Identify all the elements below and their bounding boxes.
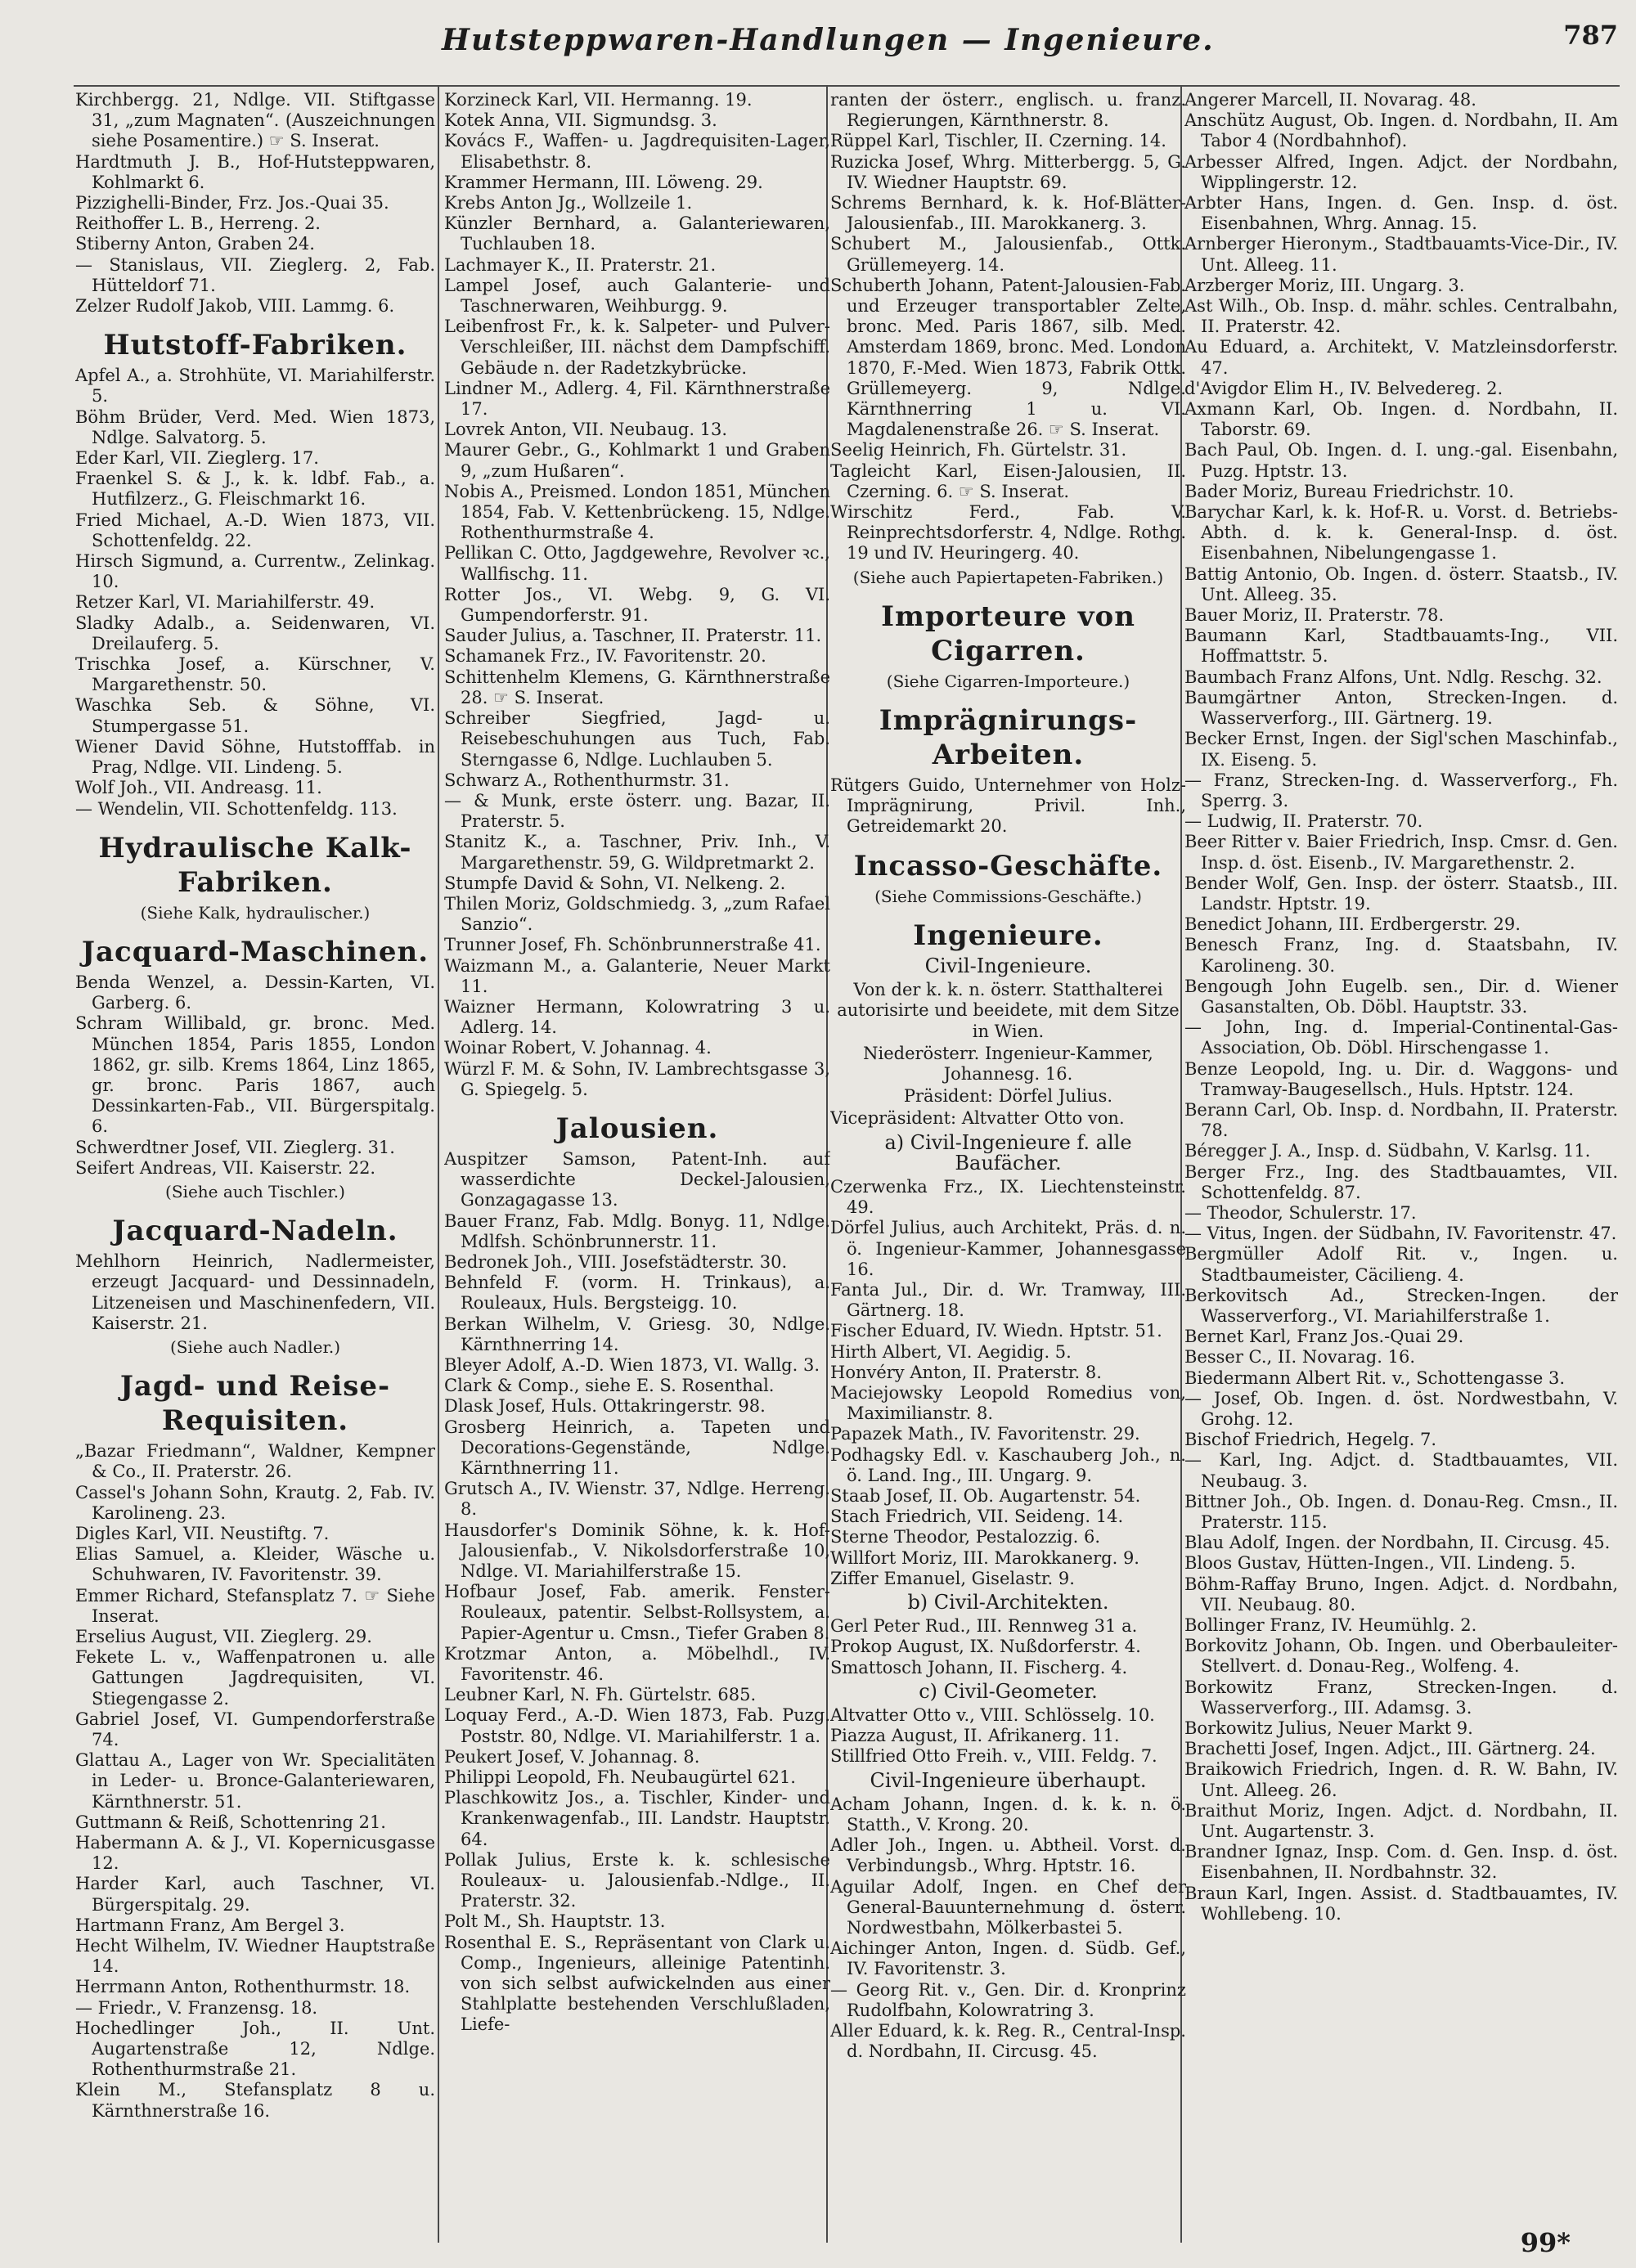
directory-entry: — Vitus, Ingen. der Südbahn, IV. Favoritenstr. 47. [1184, 1224, 1617, 1244]
column-1 [75, 90, 435, 2241]
column-3 [830, 90, 1186, 2241]
directory-entry: Bittner Joh., Ob. Ingen. d. Donau-Reg. Cmsn., II. Praterstr. 115. [1184, 1491, 1618, 1533]
directory-entry: Waschka Seb. & Söhne, VI. Stumpergasse 51. [75, 695, 435, 736]
directory-entry: Hartmann Franz, Am Bergel 3. [75, 1915, 345, 1935]
directory-entry: Guttmann & Reiß, Schottenring 21. [75, 1812, 386, 1832]
directory-entry: Seelig Heinrich, Fh. Gürtelstr. 31. [830, 440, 1127, 460]
directory-entry: Bleyer Adolf, A.-D. Wien 1873, VI. Wallg. 3. [444, 1354, 820, 1375]
directory-entry: Brandner Ignaz, Insp. Com. d. Gen. Insp. d. öst. Eisenbahnen, II. Nordbahnstr. 32. [1184, 1842, 1618, 1883]
directory-entry: Anschütz August, Ob. Ingen. d. Nordbahn, II. Am Tabor 4 (Nordbahnhof). [1184, 110, 1618, 151]
directory-entry: Hecht Wilhelm, IV. Wiedner Hauptstraße 14. [75, 1936, 435, 1977]
directory-entry: Lovrek Anton, VII. Neubaug. 13. [444, 420, 728, 440]
directory-entry: Barychar Karl, k. k. Hof-R. u. Vorst. d. Betriebs-Abth. d. k. k. General-Insp. d. öst. Eisenbahnen, Nibelungengasse 1. [1184, 502, 1618, 564]
directory-entry: Bergmüller Adolf Rit. v., Ingen. u. Stadtbaumeister, Cäcilieng. 4. [1184, 1244, 1618, 1285]
section-subheading: a) Civil-Ingenieure f. alle Baufächer. [884, 1130, 1132, 1174]
directory-entry: Béregger J. A., Insp. d. Südbahn, V. Karlsg. 11. [1184, 1141, 1591, 1161]
directory-entry: Bender Wolf, Gen. Insp. der österr. Staatsb., III. Landstr. Hptstr. 19. [1184, 873, 1618, 914]
section-heading: Hutstoff-Fabriken. [103, 329, 407, 362]
directory-entry: Aguilar Adolf, Ingen. en Chef der General-Bauunternehmung d. österr. Nordwestbahn, Mölkerbastei 5. [830, 1876, 1186, 1938]
directory-entry: Glattau A., Lager von Wr. Specialitäten in Leder- u. Bronce-Galanteriewaren, Kärnthnerstr. 51. [75, 1750, 435, 1812]
directory-entry: Herrmann Anton, Rothenthurmstr. 18. [75, 1977, 411, 1997]
directory-entry: Bernet Karl, Franz Jos.-Quai 29. [1184, 1327, 1464, 1347]
directory-entry: Rütgers Guido, Unternehmer von Holz-Imprägnirung, Privil. Inh., Getreidemarkt 20. [830, 775, 1186, 837]
directory-entry: Papazek Math., IV. Favoritenstr. 29. [830, 1424, 1140, 1444]
directory-entry: Polt M., Sh. Hauptstr. 13. [444, 1911, 666, 1932]
directory-entry: Schrems Bernhard, k. k. Hof-Blätter-Jalousienfab., III. Marokkanerg. 3. [830, 193, 1186, 234]
page-number: 787 [1563, 20, 1618, 51]
directory-entry: Thilen Moriz, Goldschmiedg. 3, „zum Rafael Sanzio“. [444, 893, 830, 935]
directory-entry: Rosenthal E. S., Repräsentant von Clark u. Comp., Ingenieurs, alleinige Patentinh. von sich selbst aufwickelnden aus einer Stahlplatte bestehenden Verschlußladen, Liefe- [444, 1932, 830, 2035]
running-title: Hutsteppwaren-Handlungen — Ingenieure. [442, 23, 1215, 57]
directory-entry: Mehlhorn Heinrich, Nadlermeister, erzeugt Jacquard- und Dessinnadeln, Litzeneisen und Maschinenfedern, VII. Kaiserstr. 21. [75, 1251, 435, 1333]
directory-entry: Sladky Adalb., a. Seidenwaren, VI. Dreilauferg. 5. [75, 613, 435, 653]
directory-entry: Zelzer Rudolf Jakob, VIII. Lammg. 6. [75, 296, 395, 317]
directory-entry: Borkovitz Johann, Ob. Ingen. und Oberbauleiter-Stellvert. d. Donau-Reg., Wolfeng. 4. [1184, 1636, 1618, 1677]
directory-entry: Baumbach Franz Alfons, Unt. Ndlg. Reschg. 32. [1184, 667, 1602, 687]
directory-entry: Lachmayer K., II. Praterstr. 21. [444, 254, 717, 275]
directory-entry: Pizzighelli-Binder, Frz. Jos.-Quai 35. [75, 193, 389, 213]
directory-entry: Ziffer Emanuel, Giselastr. 9. [830, 1568, 1075, 1588]
directory-entry: Krammer Hermann, III. Löweng. 29. [444, 172, 763, 192]
directory-entry: Benze Leopold, Ing. u. Dir. d. Waggons- und Tramway-Baugesellsch., Huls. Hptstr. 124. [1184, 1058, 1618, 1099]
directory-entry: Wolf Joh., VII. Andreasg. 11. [75, 778, 322, 798]
directory-entry: Axmann Karl, Ob. Ingen. d. Nordbahn, II. Taborstr. 69. [1184, 399, 1618, 440]
directory-entry: Acham Johann, Ingen. d. k. k. n. ö. Statth., V. Krong. 20. [830, 1794, 1186, 1835]
directory-entry: Schubert M., Jalousienfab., Ottk. Grüllemeyerg. 14. [830, 234, 1186, 275]
directory-entry: Bauer Moriz, II. Praterstr. 78. [1184, 605, 1445, 626]
directory-entry: Emmer Richard, Stefansplatz 7. ☞ Siehe Inserat. [75, 1585, 435, 1626]
directory-entry: — Georg Rit. v., Gen. Dir. d. Kronprinz Rudolfbahn, Kolowratring 3. [830, 1979, 1186, 2020]
directory-entry: Blau Adolf, Ingen. der Nordbahn, II. Circusg. 45. [1184, 1533, 1611, 1553]
directory-entry: Hausdorfer's Dominik Söhne, k. k. Hof-Jalousienfab., V. Nikolsdorferstraße 10, Ndlge. VI. Mariahilferstraße 15. [444, 1520, 830, 1582]
directory-entry: Hochedlinger Joh., II. Unt. Augartenstraße 12, Ndlge. Rothenthurmstraße 21. [75, 2018, 435, 2080]
directory-entry: Benedict Johann, III. Erdbergerstr. 29. [1184, 914, 1521, 935]
directory-entry: Willfort Moriz, III. Marokkanerg. 9. [830, 1547, 1139, 1568]
directory-entry: Cassel's Johann Sohn, Krautg. 2, Fab. IV. Karolineng. 23. [75, 1482, 435, 1523]
directory-entry: Rotter Jos., VI. Webg. 9, G. VI. Gumpendorferstr. 91. [444, 584, 830, 626]
directory-entry: Bader Moriz, Bureau Friedrichstr. 10. [1184, 481, 1514, 501]
directory-entry: Bach Paul, Ob. Ingen. d. I. ung.-gal. Eisenbahn, Puzg. Hptstr. 13. [1184, 440, 1618, 481]
directory-entry: Stumpfe David & Sohn, VI. Nelkeng. 2. [444, 873, 786, 893]
directory-entry: Kovács F., Waffen- u. Jagdrequisiten-Lager, Elisabethstr. 8. [444, 131, 830, 172]
cross-reference-note: (Siehe Kalk, hydraulischer.) [140, 902, 371, 923]
directory-entry: Berkovitsch Ad., Strecken-Ingen. der Wasserverforg., VI. Mariahilferstraße 1. [1184, 1285, 1618, 1326]
directory-entry: Czerwenka Frz., IX. Liechtensteinstr. 49. [830, 1176, 1186, 1218]
directory-entry: Bloos Gustav, Hütten-Ingen., VII. Lindeng. 5. [1184, 1553, 1576, 1574]
directory-entry: Retzer Karl, VI. Mariahilferstr. 49. [75, 592, 375, 613]
directory-entry: Wirschitz Ferd., Fab. V. Reinprechtsdorferstr. 4, Ndlge. Rothg. 19 und IV. Heuringerg. 40. [830, 502, 1186, 564]
section-heading: Ingenieure. [913, 918, 1103, 952]
directory-entry: Battig Antonio, Ob. Ingen. d. österr. Staatsb., IV. Unt. Alleeg. 35. [1184, 564, 1618, 604]
directory-entry: Sterne Theodor, Pestalozzig. 6. [830, 1527, 1101, 1547]
directory-entry: Bollinger Franz, IV. Heumühlg. 2. [1184, 1615, 1477, 1636]
directory-entry: — Franz, Strecken-Ing. d. Wasserverforg., Fh. Sperrg. 3. [1184, 770, 1618, 811]
directory-entry: — Karl, Ing. Adjct. d. Stadtbauamtes, VII. Neubaug. 3. [1184, 1450, 1618, 1491]
directory-entry: Bauer Franz, Fab. Mdlg. Bonyg. 11, Ndlge. Mdlfsh. Schönbrunnerstr. 11. [444, 1210, 830, 1251]
directory-entry: Maciejowsky Leopold Romedius von, Maximilianstr. 8. [830, 1382, 1186, 1424]
directory-entry: Stillfried Otto Freih. v., VIII. Feldg. 7. [830, 1746, 1157, 1767]
directory-entry: Kirchbergg. 21, Ndlge. VII. Stiftgasse 31, „zum Magnaten“. (Auszeichnungen siehe Posamentire.) ☞ S. Inserat. [75, 90, 435, 151]
page-header [0, 0, 1636, 74]
section-heading: Jacquard-Maschinen. [81, 935, 429, 968]
directory-entry: Hardtmuth J. B., Hof-Hutsteppwaren, Kohlmarkt 6. [75, 151, 435, 192]
directory-entry: Reithoffer L. B., Herreng. 2. [75, 213, 321, 234]
directory-entry: Podhagsky Edl. v. Kaschauberg Joh., n. ö. Land. Ing., III. Ungarg. 9. [830, 1444, 1186, 1485]
directory-entry: — John, Ing. d. Imperial-Continental-Gas-Association, Ob. Döbl. Hirschengasse 1. [1184, 1017, 1618, 1058]
directory-entry: Biedermann Albert Rit. v., Schottengasse 3. [1184, 1368, 1566, 1388]
section-heading: Jalousien. [555, 1112, 719, 1145]
directory-entry: Aller Eduard, k. k. Reg. R., Central-Insp. d. Nordbahn, II. Circusg. 45. [830, 2021, 1186, 2062]
directory-entry: Bengough John Eugelb. sen., Dir. d. Wiener Gasanstalten, Ob. Döbl. Hauptstr. 33. [1184, 976, 1618, 1017]
directory-entry: Prokop August, IX. Nußdorferstr. 4. [830, 1637, 1141, 1657]
directory-entry: Gerl Peter Rud., III. Rennweg 31 a. [830, 1616, 1138, 1637]
directory-entry: Pellikan C. Otto, Jagdgewehre, Revolver ꝛc., Wallfischg. 11. [444, 543, 830, 584]
directory-entry: Eder Karl, VII. Zieglerg. 17. [75, 448, 319, 469]
directory-entry: Sauder Julius, a. Taschner, II. Praterstr. 11. [444, 626, 822, 646]
directory-entry: Apfel A., a. Strohhüte, VI. Mariahilferstr. 5. [75, 366, 435, 406]
cross-reference-note: (Siehe Cigarren-Importeure.) [886, 671, 1130, 691]
cross-reference-note: (Siehe auch Tischler.) [165, 1181, 345, 1201]
directory-entry: Hofbaur Josef, Fab. amerik. Fenster-Rouleaux, patentir. Selbst-Rollsystem, a. Papier-Agentur u. Cmsn., Tiefer Graben 8. [444, 1582, 830, 1643]
directory-entry: Dlask Josef, Huls. Ottakringerstr. 98. [444, 1396, 766, 1417]
directory-entry: — & Munk, erste österr. ung. Bazar, II. Praterstr. 5. [444, 790, 830, 832]
section-subheading: Civil-Ingenieure. [924, 954, 1092, 977]
directory-entry: Au Eduard, a. Architekt, V. Matzleinsdorferstr. 47. [1184, 337, 1618, 378]
directory-entry: Arbter Hans, Ingen. d. Gen. Insp. d. öst. Eisenbahnen, Whrg. Annag. 15. [1184, 193, 1618, 234]
directory-entry: Leubner Karl, N. Fh. Gürtelstr. 685. [444, 1685, 757, 1705]
directory-entry: Ast Wilh., Ob. Insp. d. mähr. schles. Centralbahn, II. Praterstr. 42. [1184, 296, 1618, 337]
directory-entry: Schwarz A., Rothenthurmstr. 31. [444, 770, 730, 790]
directory-entry: Böhm Brüder, Verd. Med. Wien 1873, Ndlge. Salvatorg. 5. [75, 406, 435, 447]
directory-entry: Brachetti Josef, Ingen. Adjct., III. Gärtnerg. 24. [1184, 1739, 1596, 1759]
directory-entry: Arnberger Hieronym., Stadtbauamts-Vice-Dir., IV. Unt. Alleeg. 11. [1184, 234, 1618, 275]
directory-entry: Adler Joh., Ingen. u. Abtheil. Vorst. d. Verbindungsb., Whrg. Hptstr. 16. [830, 1835, 1186, 1876]
directory-entry: Benda Wenzel, a. Dessin-Karten, VI. Garberg. 6. [75, 972, 435, 1013]
directory-entry: — Ludwig, II. Praterstr. 70. [1184, 811, 1423, 832]
directory-entry: Auspitzer Samson, Patent-Inh. auf wasserdichte Deckel-Jalousien, Gonzagagasse 13. [444, 1148, 830, 1210]
directory-entry: — Theodor, Schulerstr. 17. [1184, 1202, 1417, 1223]
directory-entry: Elias Samuel, a. Kleider, Wäsche u. Schuhwaren, IV. Favoritenstr. 39. [75, 1544, 435, 1585]
directory-entry: Peukert Josef, V. Johannag. 8. [444, 1746, 700, 1767]
directory-entry: Angerer Marcell, II. Novarag. 48. [1184, 90, 1476, 110]
directory-entry: Maurer Gebr., G., Kohlmarkt 1 und Graben 9, „zum Hußaren“. [444, 440, 830, 481]
directory-entry: Becker Ernst, Ingen. der Sigl'schen Maschinfab., IX. Eiseng. 5. [1184, 729, 1618, 770]
directory-entry: Bedronek Joh., VIII. Josefstädterstr. 30. [444, 1251, 788, 1272]
directory-entry: Plaschkowitz Jos., a. Tischler, Kinder- und Krankenwagenfab., III. Landstr. Hauptstr. 64. [444, 1788, 830, 1849]
directory-entry: Aichinger Anton, Ingen. d. Südb. Gef., IV. Favoritenstr. 3. [830, 1938, 1186, 1979]
section-subheading: Civil-Ingenieure überhaupt. [870, 1768, 1147, 1792]
directory-entry: Leibenfrost Fr., k. k. Salpeter- und Pulver-Verschleißer, III. nächst dem Dampfschiff. Gebäude n. der Radetzkybrücke. [444, 317, 830, 378]
directory-entry: Lindner M., Adlerg. 4, Fil. Kärnthnerstraße 17. [444, 378, 830, 420]
directory-entry: Arbesser Alfred, Ingen. Adjct. der Nordbahn, Wipplingerstr. 12. [1184, 151, 1618, 192]
directory-entry: Schamanek Frz., IV. Favoritenstr. 20. [444, 646, 766, 667]
directory-entry: Hirsch Sigmund, a. Currentw., Zelinkag. 10. [75, 551, 435, 592]
directory-entry: Ruzicka Josef, Whrg. Mitterbergg. 5, G. IV. Wiedner Hauptstr. 69. [830, 151, 1186, 192]
directory-entry: Piazza August, II. Afrikanerg. 11. [830, 1726, 1120, 1746]
directory-entry: Pollak Julius, Erste k. k. schlesische Rouleaux- u. Jalousienfab.-Ndlge., II. Praterstr. 32. [444, 1849, 830, 1911]
directory-entry: Fischer Eduard, IV. Wiedn. Hptstr. 51. [830, 1321, 1162, 1341]
directory-entry: Baumann Karl, Stadtbauamts-Ing., VII. Hoffmattstr. 5. [1184, 626, 1618, 667]
directory-entry: d'Avigdor Elim H., IV. Belvedereg. 2. [1184, 378, 1503, 398]
centered-line: Niederösterr. Ingenieur-Kammer, Johannesg. 16. [863, 1043, 1153, 1084]
directory-entry: Braithut Moriz, Ingen. Adjct. d. Nordbahn, II. Unt. Augartenstr. 3. [1184, 1800, 1618, 1842]
directory-entry: Tagleicht Karl, Eisen-Jalousien, II. Czerning. 6. ☞ S. Inserat. [830, 460, 1186, 501]
directory-entry: Honvéry Anton, II. Praterstr. 8. [830, 1362, 1102, 1382]
directory-entry: Wiener David Söhne, Hutstofffab. in Prag, Ndlge. VII. Lindeng. 5. [75, 736, 435, 778]
directory-entry: Waizner Hermann, Kolowratring 3 u. Adlerg. 14. [444, 996, 830, 1038]
directory-entry: Stach Friedrich, VII. Seideng. 14. [830, 1507, 1124, 1527]
directory-entry: Smattosch Johann, II. Fischerg. 4. [830, 1657, 1128, 1677]
directory-entry: Gabriel Josef, VI. Gumpendorferstraße 74. [75, 1709, 435, 1749]
directory-entry: „Bazar Friedmann“, Waldner, Kempner & Co., II. Praterstr. 26. [75, 1441, 435, 1482]
directory-entry: Borkowitz Julius, Neuer Markt 9. [1184, 1718, 1473, 1739]
directory-entry: Stiberny Anton, Graben 24. [75, 234, 315, 254]
section-subheading: b) Civil-Architekten. [907, 1590, 1109, 1614]
directory-entry: Habermann A. & J., VI. Kopernicusgasse 12. [75, 1833, 435, 1874]
cross-reference-note: (Siehe auch Papiertapeten-Fabriken.) [852, 567, 1164, 587]
directory-entry: — Josef, Ob. Ingen. d. öst. Nordwestbahn, V. Grohg. 12. [1184, 1388, 1618, 1429]
directory-entry: Schram Willibald, gr. bronc. Med. München 1854, Paris 1855, London 1862, gr. silb. Krems 1864, Linz 1865, gr. bronc. Paris 1867, auch Dessinkarten-Fab., VII. Bürgerspitalg. 6. [75, 1013, 435, 1137]
directory-entry: Grutsch A., IV. Wienstr. 37, Ndlge. Herreng. 8. [444, 1479, 830, 1520]
directory-entry: Clark & Comp., siehe E. S. Rosenthal. [444, 1376, 775, 1396]
cross-reference-note: (Siehe auch Nadler.) [169, 1336, 341, 1357]
directory-entry: Schuberth Johann, Patent-Jalousien-Fab. und Erzeuger transportabler Zelte, bronc. Med. Paris 1867, silb. Med. Amsterdam 1869, bronc. Med. London 1870, F.-Med. Wien 1873, Fabrik Ottk. Grüllemeyerg. 9, Ndlge. Kärnthnerring 1 u. VI. Magdalenenstraße 26. ☞ S. Inserat. [830, 275, 1186, 440]
directory-entry: Grosberg Heinrich, a. Tapeten und Decorations-Gegenstände, Ndlge. Kärnthnerring 11. [444, 1417, 830, 1478]
directory-entry: — Stanislaus, VII. Zieglerg. 2, Fab. Hütteldorf 71. [75, 254, 435, 295]
section-heading: Jagd- und Reise-Requisiten. [119, 1370, 391, 1438]
signature-mark: 99* [1520, 2227, 1571, 2258]
directory-entry: Baumgärtner Anton, Strecken-Ingen. d. Wasserverforg., III. Gärtnerg. 19. [1184, 687, 1618, 729]
directory-entry: Bischof Friedrich, Hegelg. 7. [1184, 1430, 1437, 1450]
section-heading: Imprägnirungs-Arbeiten. [879, 704, 1138, 772]
directory-entry: Berkan Wilhelm, V. Griesg. 30, Ndlge. Kärnthnerring 14. [444, 1314, 830, 1354]
directory-entry: Berann Carl, Ob. Insp. d. Nordbahn, II. Praterstr. 78. [1184, 1099, 1618, 1141]
directory-entry: Vicepräsident: Altvatter Otto von. [830, 1108, 1125, 1129]
directory-entry: Fraenkel S. & J., k. k. ldbf. Fab., a. Hutfilzerz., G. Fleischmarkt 16. [75, 469, 435, 510]
directory-entry: Kotek Anna, VII. Sigmundsg. 3. [444, 110, 717, 131]
directory-entry: Fekete L. v., Waffenpatronen u. alle Gattungen Jagdrequisiten, VI. Stiegengasse 2. [75, 1647, 435, 1709]
directory-entry: Trischka Josef, a. Kürschner, V. Margarethenstr. 50. [75, 654, 435, 695]
directory-entry: Rüppel Karl, Tischler, II. Czerning. 14. [830, 131, 1166, 151]
column-rule [438, 87, 439, 2243]
directory-entry: Böhm-Raffay Bruno, Ingen. Adjct. d. Nordbahn, VII. Neubaug. 80. [1184, 1574, 1618, 1615]
directory-entry: Besser C., II. Novarag. 16. [1184, 1347, 1415, 1368]
directory-entry: Hirth Albert, VI. Aegidig. 5. [830, 1341, 1072, 1362]
directory-entry: Krotzmar Anton, a. Möbelhdl., IV. Favoritenstr. 46. [444, 1643, 830, 1685]
directory-entry: Erselius August, VII. Zieglerg. 29. [75, 1626, 372, 1646]
directory-entry: Digles Karl, VII. Neustiftg. 7. [75, 1523, 330, 1543]
directory-entry: Harder Karl, auch Taschner, VI. Bürgerspitalg. 29. [75, 1874, 435, 1915]
directory-entry: Schreiber Siegfried, Jagd- u. Reisebeschuhungen aus Tuch, Fab. Sterngasse 6, Ndlge. Luchlauben 5. [444, 708, 830, 770]
section-subheading: c) Civil-Geometer. [919, 1679, 1098, 1703]
directory-entry: Waizmann M., a. Galanterie, Neuer Markt 11. [444, 955, 830, 996]
column-4 [1184, 90, 1618, 2241]
directory-entry: Fanta Jul., Dir. d. Wr. Tramway, III. Gärtnerg. 18. [830, 1279, 1186, 1321]
column-2 [444, 90, 830, 2241]
directory-entry: Loquay Ferd., A.-D. Wien 1873, Fab. Puzg. Poststr. 80, Ndlge. VI. Mariahilferstr. 1 a. [444, 1705, 830, 1746]
directory-entry: Braikowich Friedrich, Ingen. d. R. W. Bahn, IV. Unt. Alleeg. 26. [1184, 1759, 1618, 1800]
directory-entry: Nobis A., Preismed. London 1851, München 1854, Fab. V. Kettenbrückeng. 15, Ndlge. Rothenthurmstraße 4. [444, 481, 830, 543]
directory-entry: Korzineck Karl, VII. Hermanng. 19. [444, 90, 753, 110]
directory-entry: Borkowitz Franz, Strecken-Ingen. d. Wasserverforg., III. Adamsg. 3. [1184, 1677, 1618, 1718]
directory-entry: Behnfeld F. (vorm. H. Trinkaus), a. Rouleaux, Huls. Bergsteigg. 10. [444, 1273, 830, 1314]
directory-entry: Trunner Josef, Fh. Schönbrunnerstraße 41. [444, 935, 821, 955]
directory-entry: Altvatter Otto v., VIII. Schlösselg. 10. [830, 1705, 1155, 1725]
directory-entry: Arzberger Moriz, III. Ungarg. 3. [1184, 275, 1465, 295]
directory-entry: Berger Frz., Ing. des Stadtbauamtes, VII. Schottenfeldg. 87. [1184, 1161, 1618, 1202]
section-heading: Jacquard-Nadeln. [112, 1215, 398, 1248]
directory-entry: ranten der österr., englisch. u. franz. Regierungen, Kärnthnerstr. 8. [830, 90, 1186, 131]
directory-entry: Staab Josef, II. Ob. Augartenstr. 54. [830, 1485, 1141, 1506]
top-rule [74, 85, 1620, 87]
directory-entry: Stanitz K., a. Taschner, Priv. Inh., V. Margarethenstr. 59, G. Wildpretmarkt 2. [444, 832, 830, 873]
directory-entry: Künzler Bernhard, a. Galanteriewaren, Tuchlauben 18. [444, 213, 830, 254]
directory-entry: Schittenhelm Klemens, G. Kärnthnerstraße 28. ☞ S. Inserat. [444, 667, 830, 707]
directory-entry: Seifert Andreas, VII. Kaiserstr. 22. [75, 1157, 376, 1178]
directory-entry: Woinar Robert, V. Johannag. 4. [444, 1038, 712, 1058]
directory-entry: Schwerdtner Josef, VII. Zieglerg. 31. [75, 1137, 395, 1157]
directory-entry: Braun Karl, Ingen. Assist. d. Stadtbauamtes, IV. Wohllebeng. 10. [1184, 1883, 1618, 1924]
directory-entry: Krebs Anton Jg., Wollzeile 1. [444, 193, 693, 213]
directory-entry: Klein M., Stefansplatz 8 u. Kärnthnerstraße 16. [75, 2080, 435, 2121]
section-heading: Importeure von Cigarren. [881, 600, 1135, 667]
directory-entry: Beer Ritter v. Baier Friedrich, Insp. Cmsr. d. Gen. Insp. d. öst. Eisenb., IV. Margarethenstr. 2. [1184, 832, 1618, 873]
directory-entry: Lampel Josef, auch Galanterie- und Taschnerwaren, Weihburgg. 9. [444, 275, 830, 317]
centered-line: Präsident: Dörfel Julius. [903, 1086, 1113, 1107]
directory-entry: Dörfel Julius, auch Architekt, Präs. d. n. ö. Ingenieur-Kammer, Johannesgasse 16. [830, 1218, 1186, 1279]
section-heading: Hydraulische Kalk-Fabriken. [98, 831, 412, 899]
directory-entry: Würzl F. M. & Sohn, IV. Lambrechtsgasse 3, G. Spiegelg. 5. [444, 1058, 830, 1099]
section-heading: Incasso-Geschäfte. [853, 849, 1163, 882]
directory-entry: — Friedr., V. Franzensg. 18. [75, 1997, 318, 2018]
directory-entry: Fried Michael, A.-D. Wien 1873, VII. Schottenfeldg. 22. [75, 510, 435, 550]
centered-line: Von der k. k. n. österr. Statthalterei autorisirte und beeidete, mit dem Sitze in Wien. [837, 980, 1180, 1041]
directory-entry: Benesch Franz, Ing. d. Staatsbahn, IV. Karolineng. 30. [1184, 935, 1618, 976]
directory-entry: — Wendelin, VII. Schottenfeldg. 113. [75, 798, 398, 819]
directory-entry: Philippi Leopold, Fh. Neubaugürtel 621. [444, 1767, 796, 1788]
cross-reference-note: (Siehe Commissions-Geschäfte.) [874, 886, 1142, 906]
